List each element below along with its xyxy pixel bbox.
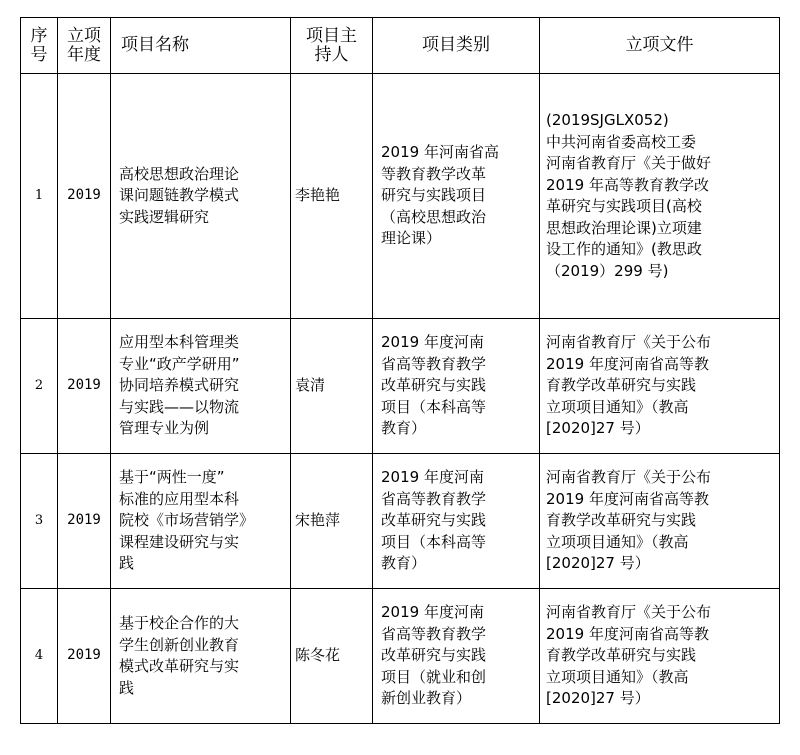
cell-document-line: 思想政治理论课)立项建 bbox=[546, 218, 702, 237]
cell-project-name-line: 基于“两性一度” bbox=[119, 468, 225, 487]
cell-document-line: 2019 年高等教育教学改 bbox=[546, 175, 709, 194]
cell-category-line: 项目（本科高等 bbox=[381, 532, 487, 551]
cell-project-name-line: 践 bbox=[119, 554, 135, 573]
cell-project-name-line: 高校思想政治理论 bbox=[119, 164, 240, 183]
header-document-line: 立项文件 bbox=[625, 35, 694, 55]
header-host bbox=[291, 18, 373, 74]
cell-host: 宋艳萍 bbox=[291, 454, 373, 589]
cell-document-line: （2019）299 号) bbox=[546, 261, 669, 280]
cell-category-line: 项目（就业和创 bbox=[381, 667, 487, 686]
cell-category-line: 省高等教育教学 bbox=[381, 489, 487, 508]
cell-document-line: [2020]27 号） bbox=[546, 419, 650, 438]
cell-document-line: 河南省教育厅《关于公布 bbox=[546, 603, 712, 622]
header-host-line: 持人 bbox=[314, 44, 349, 65]
cell-project-name-line: 课问题链教学模式 bbox=[119, 186, 240, 205]
cell-document bbox=[540, 589, 780, 724]
header-name bbox=[111, 18, 291, 74]
header-year-line: 立项 bbox=[67, 25, 101, 46]
header-row bbox=[21, 18, 780, 74]
cell-project-name-line: 院校《市场营销学》 bbox=[119, 511, 255, 530]
cell-category-line: 省高等教育教学 bbox=[381, 354, 487, 373]
cell-seq: 1 bbox=[21, 74, 58, 319]
cell-document-line: 2019 年度河南省高等教 bbox=[546, 489, 709, 508]
cell-document-line: 河南省教育厅《关于公布 bbox=[546, 333, 712, 352]
cell-document-line: 立项项目通知》（教高 bbox=[546, 532, 689, 551]
cell-seq: 3 bbox=[21, 454, 58, 589]
cell-project-name bbox=[111, 319, 291, 454]
cell-project-name bbox=[111, 454, 291, 589]
cell-document-line: (2019SJGLX052) bbox=[546, 111, 669, 129]
header-year bbox=[58, 18, 111, 74]
cell-seq: 4 bbox=[21, 589, 58, 724]
cell-document-line: 立项项目通知》（教高 bbox=[546, 667, 689, 686]
header-name-line: 项目名称 bbox=[121, 35, 189, 55]
cell-project-name-line: 基于校企合作的大 bbox=[119, 614, 240, 632]
cell-category-line: 理论课） bbox=[381, 229, 442, 248]
cell-project-name-line: 标准的应用型本科 bbox=[119, 489, 240, 508]
cell-category-line: 研究与实践项目 bbox=[381, 186, 487, 205]
cell-category-line: 改革研究与实践 bbox=[381, 511, 487, 530]
header-seq-line: 号 bbox=[30, 44, 48, 65]
cell-category-line: 省高等教育教学 bbox=[381, 624, 487, 643]
cell-host: 陈冬花 bbox=[291, 589, 373, 724]
cell-project-name-line: 管理专业为例 bbox=[119, 419, 210, 438]
cell-host: 李艳艳 bbox=[291, 74, 373, 319]
cell-category bbox=[373, 589, 540, 724]
cell-category-line: 新创业教育） bbox=[381, 689, 472, 708]
cell-document-line: 育教学改革研究与实践 bbox=[546, 511, 697, 530]
cell-category-line: 2019 年度河南 bbox=[381, 603, 484, 622]
cell-project-name-line: 模式改革研究与实 bbox=[119, 657, 240, 675]
cell-host: 袁清 bbox=[291, 319, 373, 454]
cell-document-line: 中共河南省委高校工委 bbox=[546, 132, 697, 151]
header-host-line: 项目主 bbox=[306, 25, 357, 46]
table-row bbox=[21, 454, 780, 589]
header-category-line: 项目类别 bbox=[422, 35, 490, 55]
cell-project-name bbox=[111, 74, 291, 319]
cell-document-line: 2019 年度河南省高等教 bbox=[546, 354, 709, 373]
projects-table bbox=[20, 17, 780, 724]
header-category bbox=[373, 18, 540, 74]
cell-document bbox=[540, 454, 780, 589]
header-document bbox=[540, 18, 780, 74]
cell-document-line: [2020]27 号） bbox=[546, 554, 650, 573]
cell-document-line: 2019 年度河南省高等教 bbox=[546, 624, 709, 643]
cell-category bbox=[373, 454, 540, 589]
cell-document-line: 育教学改革研究与实践 bbox=[546, 376, 697, 395]
table-row bbox=[21, 319, 780, 454]
cell-category-line: 项目（本科高等 bbox=[381, 397, 487, 416]
cell-document-line: 设工作的通知》(教思政 bbox=[546, 240, 702, 258]
cell-project-name-line: 践 bbox=[119, 678, 135, 697]
cell-document-line: 立项项目通知》（教高 bbox=[546, 397, 689, 416]
cell-category bbox=[373, 74, 540, 319]
cell-project-name bbox=[111, 589, 291, 724]
cell-document-line: [2020]27 号） bbox=[546, 689, 650, 708]
header-seq-line: 序 bbox=[30, 25, 48, 46]
cell-project-name-line: 实践逻辑研究 bbox=[119, 207, 210, 226]
cell-category-line: 2019 年度河南 bbox=[381, 468, 484, 487]
table-row bbox=[21, 589, 780, 724]
cell-category-line: 2019 年河南省高 bbox=[381, 143, 499, 162]
cell-category-line: 教育） bbox=[381, 554, 427, 573]
cell-year: 2019 bbox=[58, 319, 111, 454]
cell-category-line: 等教育教学改革 bbox=[381, 164, 487, 183]
cell-project-name-line: 协同培养模式研究 bbox=[119, 376, 240, 395]
cell-category-line: 改革研究与实践 bbox=[381, 376, 487, 395]
cell-category-line: 教育） bbox=[381, 419, 427, 438]
cell-document-line: 育教学改革研究与实践 bbox=[546, 646, 697, 665]
cell-document-line: 河南省教育厅《关于公布 bbox=[546, 468, 712, 487]
cell-project-name-line: 专业“政产学研用” bbox=[119, 354, 240, 373]
cell-year: 2019 bbox=[58, 589, 111, 724]
cell-project-name-line: 课程建设研究与实 bbox=[119, 532, 240, 551]
cell-year: 2019 bbox=[58, 74, 111, 319]
cell-document bbox=[540, 74, 780, 319]
cell-project-name-line: 应用型本科管理类 bbox=[119, 333, 240, 352]
table-row bbox=[21, 74, 780, 319]
header-year-line: 年度 bbox=[67, 44, 101, 65]
header-seq bbox=[21, 18, 58, 74]
cell-year: 2019 bbox=[58, 454, 111, 589]
cell-seq: 2 bbox=[21, 319, 58, 454]
cell-category-line: 2019 年度河南 bbox=[381, 333, 484, 352]
cell-category-line: （高校思想政治 bbox=[381, 207, 487, 226]
cell-category bbox=[373, 319, 540, 454]
cell-category-line: 改革研究与实践 bbox=[381, 646, 487, 665]
cell-project-name-line: 学生创新创业教育 bbox=[119, 635, 240, 654]
cell-document bbox=[540, 319, 780, 454]
cell-document-line: 革研究与实践项目(高校 bbox=[546, 197, 702, 215]
cell-document-line: 河南省教育厅《关于做好 bbox=[546, 154, 712, 172]
cell-project-name-line: 与实践——以物流 bbox=[119, 397, 240, 416]
